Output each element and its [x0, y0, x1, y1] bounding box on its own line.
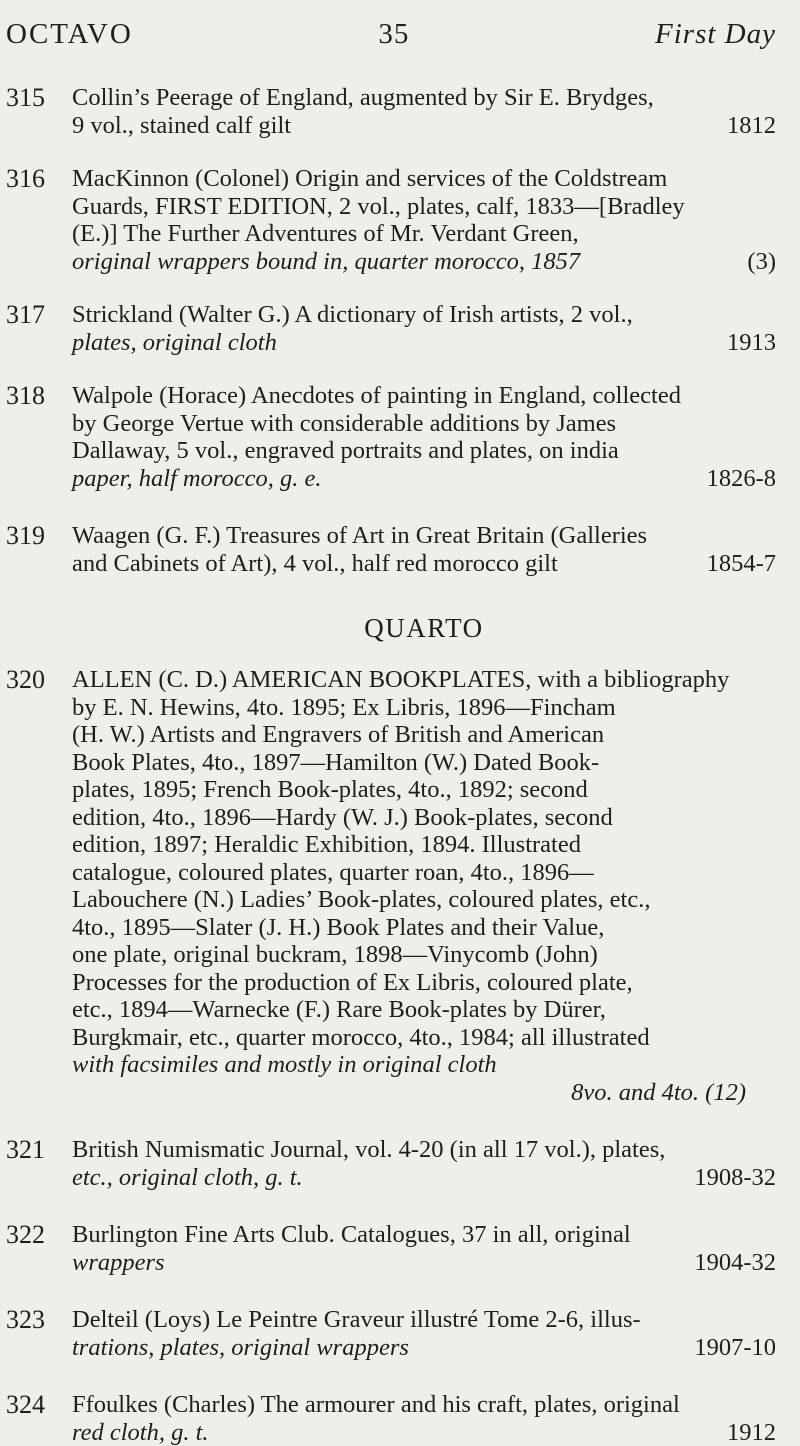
lot-number: 323: [6, 1306, 72, 1334]
description-line: one plate, original buckram, 1898—Vinycomb (John): [72, 941, 776, 969]
octavo-entries: [6, 84, 776, 577]
description-line: ALLEN (C. D.) AMERICAN BOOKPLATES, with a bibliography: [72, 666, 776, 694]
description-line: etc., 1894—Warnecke (F.) Rare Book-plates by Dürer,: [72, 996, 776, 1024]
description-line: by George Vertue with considerable additions by James: [72, 410, 776, 438]
lot-description: [72, 301, 776, 356]
description-line: Delteil (Loys) Le Peintre Graveur illustré Tome 2-6, illus-: [72, 1306, 776, 1334]
description-line: red cloth, g. t.: [72, 1419, 209, 1446]
quarto-entries: [6, 1136, 776, 1446]
description-line: trations, plates, original wrappers: [72, 1334, 409, 1362]
description-line: Waagen (G. F.) Treasures of Art in Great Britain (Galleries: [72, 522, 776, 550]
description-line: Dallaway, 5 vol., engraved portraits and plates, on india: [72, 437, 776, 465]
lot-description: [72, 1306, 776, 1361]
description-line: with facsimiles and mostly in original cloth: [72, 1051, 776, 1079]
lot-description: [72, 382, 776, 492]
description-line: Burlington Fine Arts Club. Catalogues, 37 in all, original: [72, 1221, 776, 1249]
description-line: catalogue, coloured plates, quarter roan, 4to., 1896—: [72, 859, 776, 887]
description-line: by E. N. Hewins, 4to. 1895; Ex Libris, 1896—Fincham: [72, 694, 776, 722]
lot-number: 320: [6, 666, 72, 694]
description-line: Walpole (Horace) Anecdotes of painting in England, collected: [72, 382, 776, 410]
lot-description: [72, 666, 776, 1106]
lot-description: [72, 1136, 776, 1191]
description-line: wrappers: [72, 1249, 165, 1277]
lot-number: 324: [6, 1391, 72, 1419]
description-line: 9 vol., stained calf gilt: [72, 112, 291, 140]
lot-number: 317: [6, 301, 72, 329]
description-line: Ffoulkes (Charles) The armourer and his craft, plates, original: [72, 1391, 776, 1419]
lot-number: 318: [6, 382, 72, 410]
lot-description: [72, 84, 776, 139]
lot-description: [72, 522, 776, 577]
lot-description: [72, 165, 776, 275]
description-line: British Numismatic Journal, vol. 4-20 (in all 17 vol.), plates,: [72, 1136, 776, 1164]
description-line: Labouchere (N.) Ladies’ Book-plates, coloured plates, etc.,: [72, 886, 776, 914]
lot-date: 1826-8: [707, 465, 776, 493]
description-line: Collin’s Peerage of England, augmented by Sir E. Brydges,: [72, 84, 776, 112]
description-line: Guards, FIRST EDITION, 2 vol., plates, calf, 1833—[Bradley: [72, 193, 776, 221]
lot-entry-322: [6, 1221, 776, 1276]
lot-entry-317: [6, 301, 776, 356]
description-line: and Cabinets of Art), 4 vol., half red morocco gilt: [72, 550, 558, 578]
lot-date: 1907-10: [694, 1334, 776, 1362]
description-line: (H. W.) Artists and Engravers of British and American: [72, 721, 776, 749]
lot-date: 1812: [727, 112, 776, 140]
section-heading-quarto: QUARTO: [6, 613, 776, 644]
lot-number: 316: [6, 165, 72, 193]
description-line: Processes for the production of Ex Libris, coloured plate,: [72, 969, 776, 997]
lot-quantity: (3): [747, 248, 776, 276]
description-line: MacKinnon (Colonel) Origin and services of the Coldstream: [72, 165, 776, 193]
description-line: (E.)] The Further Adventures of Mr. Verdant Green,: [72, 220, 776, 248]
lot-description: [72, 1391, 776, 1446]
lot-entry-319: [6, 522, 776, 577]
description-line: plates, original cloth: [72, 329, 277, 357]
lot-date: 1854-7: [707, 550, 776, 578]
header-section-label: OCTAVO: [6, 18, 133, 51]
description-line: 4to., 1895—Slater (J. H.) Book Plates and their Value,: [72, 914, 776, 942]
lot-number: 321: [6, 1136, 72, 1164]
header-day-label: First Day: [655, 18, 776, 51]
lot-entry-323: [6, 1306, 776, 1361]
description-line: Burgkmair, etc., quarter morocco, 4to., 1984; all illustrated: [72, 1024, 776, 1052]
lot-date: 1904-32: [694, 1249, 776, 1277]
lot-description: [72, 1221, 776, 1276]
description-line: Book Plates, 4to., 1897—Hamilton (W.) Dated Book-: [72, 749, 776, 777]
description-line: plates, 1895; French Book-plates, 4to., 1892; second: [72, 776, 776, 804]
page-header: [6, 18, 776, 58]
lot-format-quantity: 8vo. and 4to. (12): [72, 1079, 776, 1107]
description-line: edition, 4to., 1896—Hardy (W. J.) Book-plates, second: [72, 804, 776, 832]
description-line: original wrappers bound in, quarter morocco, 1857: [72, 248, 580, 276]
description-line: etc., original cloth, g. t.: [72, 1164, 303, 1192]
description-line: edition, 1897; Heraldic Exhibition, 1894. Illustrated: [72, 831, 776, 859]
lot-entry-315: [6, 84, 776, 139]
lot-entry-318: [6, 382, 776, 492]
lot-entry-316: [6, 165, 776, 275]
lot-entry-320: [6, 666, 776, 1106]
lot-date: 1908-32: [694, 1164, 776, 1192]
lot-number: 315: [6, 84, 72, 112]
description-line: paper, half morocco, g. e.: [72, 465, 322, 493]
page-number: 35: [378, 18, 409, 51]
lot-date: 1913: [727, 329, 776, 357]
lot-number: 319: [6, 522, 72, 550]
lot-date: 1912: [727, 1419, 776, 1446]
description-line: Strickland (Walter G.) A dictionary of Irish artists, 2 vol.,: [72, 301, 776, 329]
lot-number: 322: [6, 1221, 72, 1249]
lot-entry-324: [6, 1391, 776, 1446]
lot-entry-321: [6, 1136, 776, 1191]
